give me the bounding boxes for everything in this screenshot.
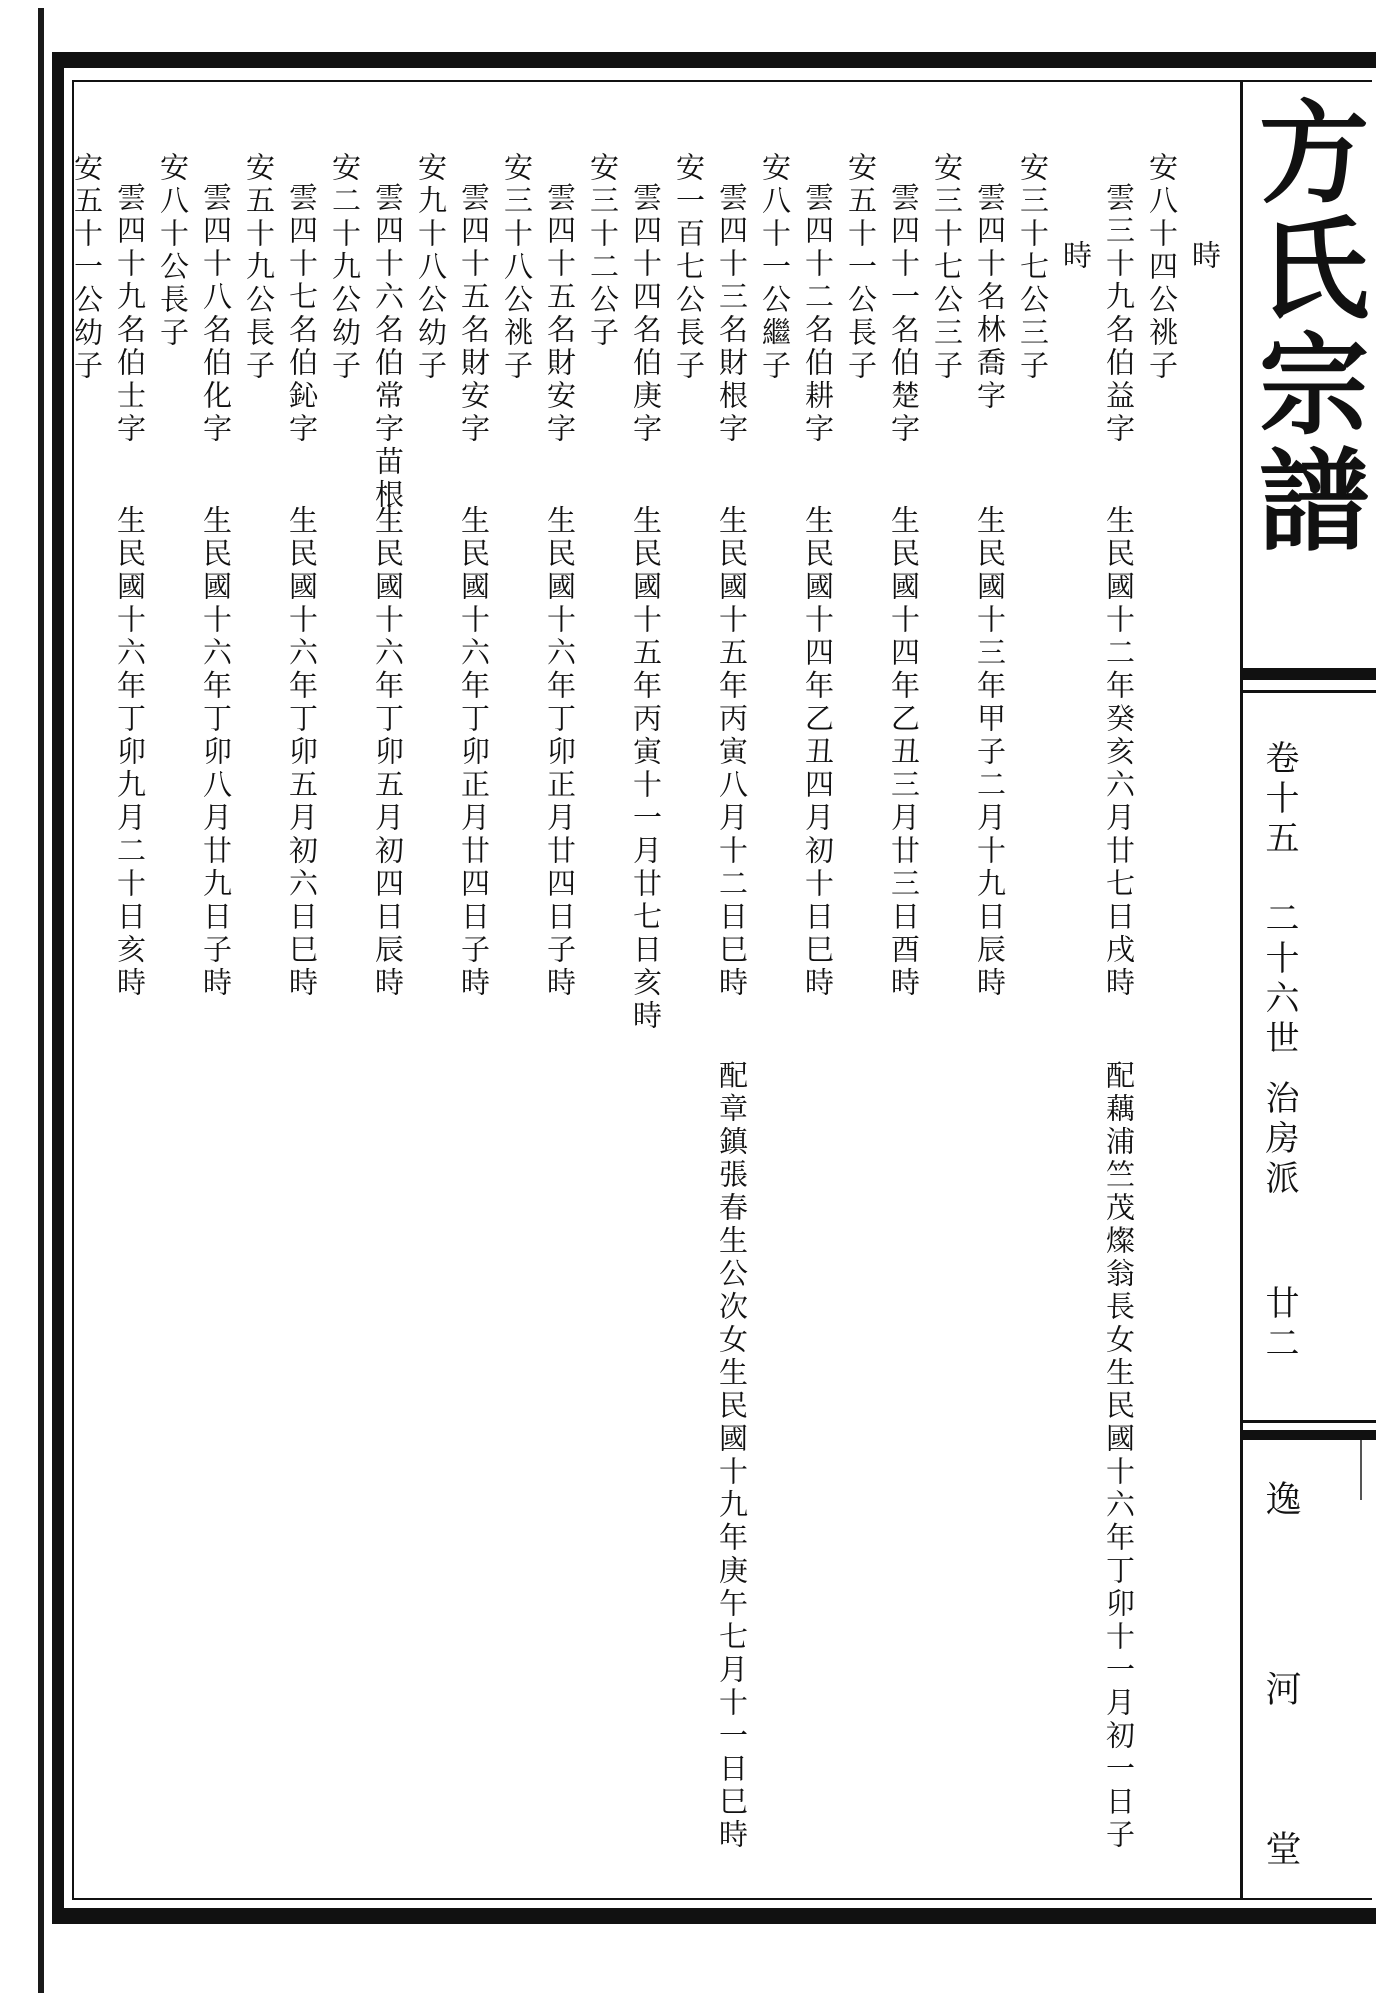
father-line: 安五十九公長子 (242, 152, 276, 383)
hall-name-char: 逸 (1260, 1480, 1301, 1516)
son-name: 雲四十一名伯楚字 (887, 182, 921, 446)
birth-record: 生民國十六年丁卯五月初六日巳時 (285, 505, 319, 1000)
father-line: 安三十二公子 (586, 152, 620, 350)
continuation: 時 (1059, 240, 1093, 273)
birth-record: 生民國十四年乙丑三月廿三日酉時 (887, 505, 921, 1000)
son-name: 雲四十八名伯化字 (199, 182, 233, 446)
son-name: 雲四十九名伯士字 (113, 182, 147, 446)
hall-name-char: 河 (1260, 1670, 1301, 1706)
page-number: 廿二 (1259, 1285, 1299, 1365)
birth-record: 生民國十四年乙丑四月初十日巳時 (801, 505, 835, 1000)
birth-record: 生民國十六年丁卯五月初四日辰時 (371, 505, 405, 1000)
son-name: 雲四十二名伯耕字 (801, 182, 835, 446)
scan-edge (38, 8, 44, 1993)
father-line: 安五十一公幼子 (70, 152, 104, 383)
spouse-record: 配章鎮張春生公次女生民國十九年庚午七月十一日巳時 (715, 1060, 749, 1852)
father-line: 安三十八公祧子 (500, 152, 534, 383)
birth-record: 生民國十六年丁卯正月廿四日子時 (457, 505, 491, 1000)
birth-record: 生民國十六年丁卯正月廿四日子時 (543, 505, 577, 1000)
book-title: 方氏宗譜 (1241, 95, 1370, 559)
son-name: 雲四十七名伯鈊字 (285, 182, 319, 446)
father-line: 安二十九公幼子 (328, 152, 362, 383)
son-name: 雲四十四名伯庚字 (629, 182, 663, 446)
title-rule-thin (1243, 690, 1376, 693)
son-name: 雲四十三名財根字 (715, 182, 749, 446)
birth-record: 生民國十三年甲子二月十九日辰時 (973, 505, 1007, 1000)
birth-record: 生民國十五年丙寅十一月廿七日亥時 (629, 505, 663, 1033)
son-name: 雲四十五名財安字 (457, 182, 491, 446)
son-name: 雲四十六名伯常字苗根 (371, 182, 405, 512)
title-rule-thick (1243, 668, 1376, 680)
spouse-record: 配藕浦竺茂燦翁長女生民國十六年丁卯十一月初一日子 (1102, 1060, 1136, 1852)
father-line: 安三十七公三子 (930, 152, 964, 383)
father-line: 安八十一公繼子 (758, 152, 792, 383)
edge-mark (1360, 1440, 1372, 1500)
birth-record: 生民國十六年丁卯八月廿九日子時 (199, 505, 233, 1000)
hall-name-char: 堂 (1260, 1830, 1301, 1866)
son-name: 雲四十五名財安字 (543, 182, 577, 446)
volume-label: 卷十五 (1259, 740, 1299, 860)
birth-record: 生民國十二年癸亥六月廿七日戌時 (1102, 505, 1136, 1000)
son-name: 雲三十九名伯益字 (1102, 182, 1136, 446)
father-line: 安八十公長子 (156, 152, 190, 350)
birth-record: 生民國十五年丙寅八月十二日巳時 (715, 505, 749, 1000)
son-name: 雲四十名林喬字 (973, 182, 1007, 413)
father-line: 安九十八公幼子 (414, 152, 448, 383)
branch-label: 治房派 (1259, 1080, 1299, 1200)
continuation: 時 (1188, 240, 1222, 273)
hall-rule-thin (1243, 1420, 1376, 1423)
father-line: 安五十一公長子 (844, 152, 878, 383)
hall-rule-thick (1243, 1430, 1376, 1440)
father-line: 安三十七公三子 (1016, 152, 1050, 383)
father-line: 安一百七公長子 (672, 152, 706, 383)
father-line: 安八十四公祧子 (1145, 152, 1179, 383)
generation-label: 二十六世 (1259, 900, 1299, 1060)
birth-record: 生民國十六年丁卯九月二十日亥時 (113, 505, 147, 1000)
